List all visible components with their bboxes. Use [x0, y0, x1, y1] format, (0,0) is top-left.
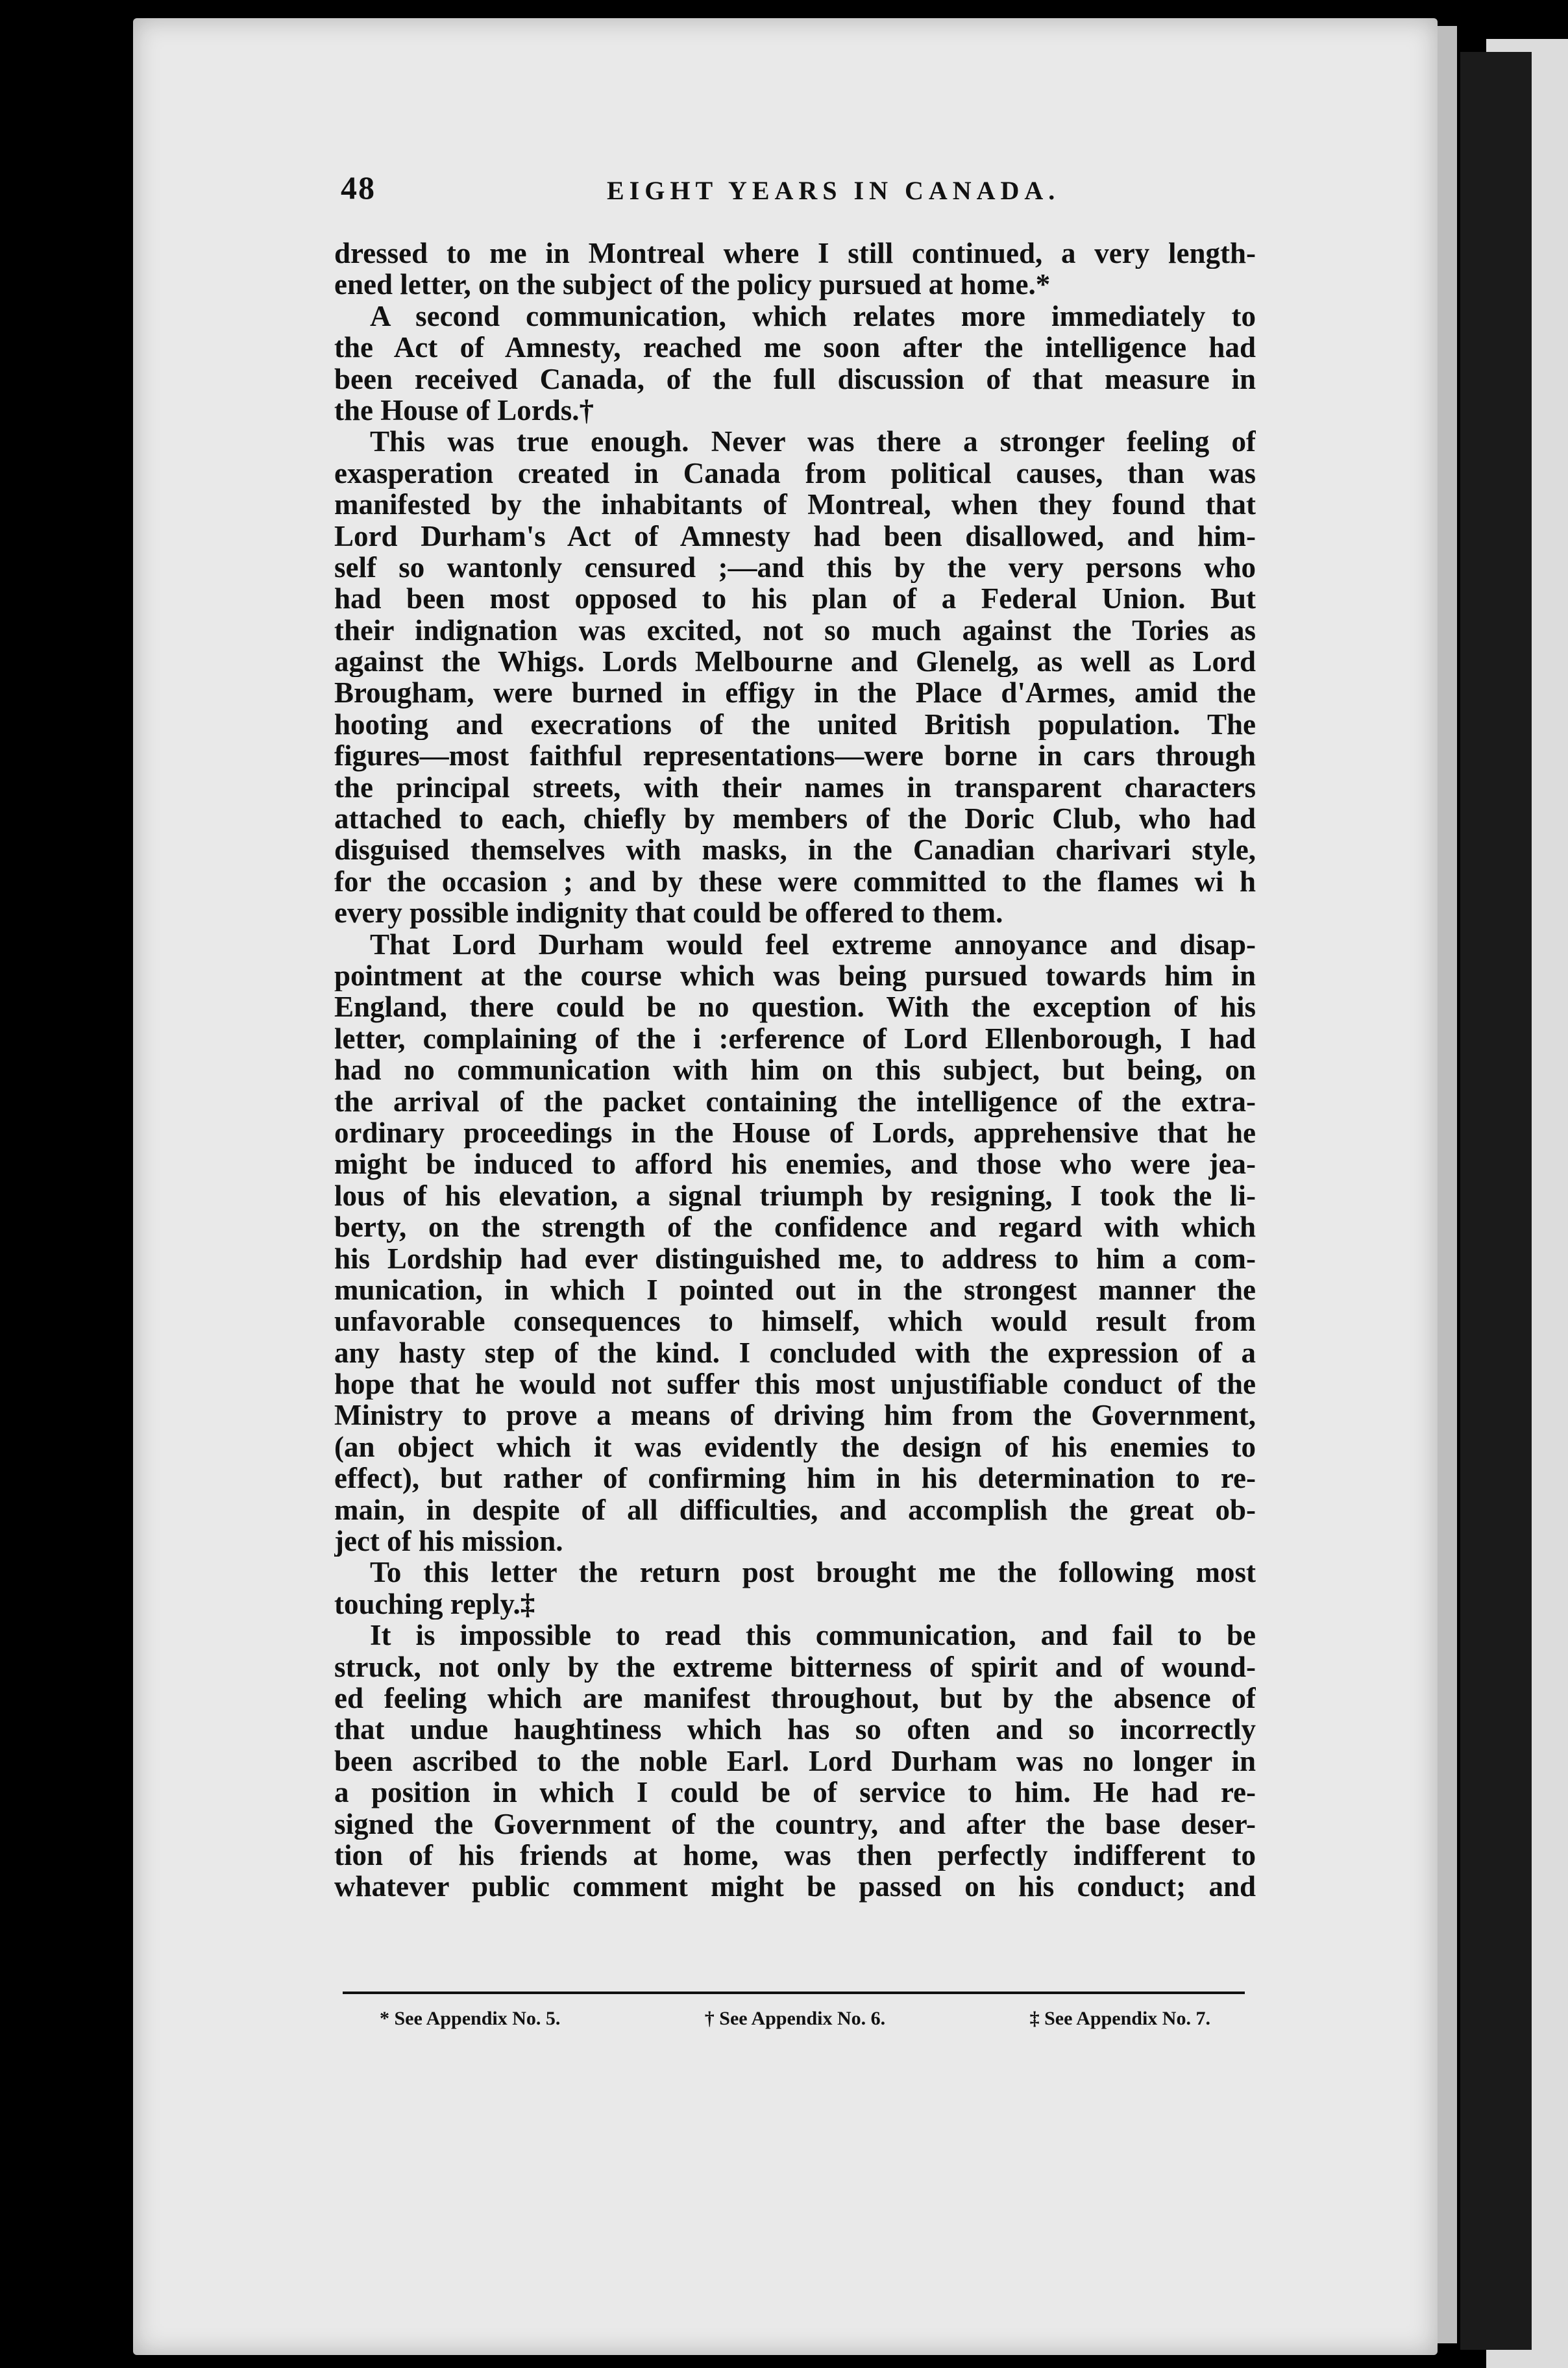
footnote-2: † See Appendix No. 6. [704, 2008, 886, 2029]
text-line: ordinary proceedings in the House of Lords, apprehensive that he [334, 1116, 1256, 1149]
text-line: exasperation created in Canada from political causes, than was [334, 457, 1256, 489]
text-line: the Act of Amnesty, reached me soon after the intelligence had [334, 332, 1256, 364]
footnote-1: * See Appendix No. 5. [380, 2008, 561, 2029]
text-line: his Lordship had ever distinguished me, to address to him a com- [334, 1242, 1256, 1274]
text-line: A second communication, which relates more immediately to [370, 300, 1256, 332]
text-line: figures—most faithful representations—were borne in cars through [334, 740, 1256, 772]
text-line: the principal streets, with their names in transparent characters [334, 771, 1256, 804]
text-line: touching reply.‡ [334, 1588, 535, 1620]
text-line: ed feeling which are manifest throughout, but by the absence of [334, 1682, 1256, 1714]
text-line: berty, on the strength of the confidence and regard with which [334, 1211, 1256, 1243]
text-line: whatever public comment might be passed on his conduct; and [334, 1871, 1256, 1903]
text-line: This was true enough. Never was there a stronger feeling of [370, 426, 1256, 458]
text-line: might be induced to afford his enemies, and those who were jea- [334, 1148, 1256, 1180]
text-line: lous of his elevation, a signal triumph by resigning, I took the li- [334, 1179, 1256, 1212]
text-line: dressed to me in Montreal where I still continued, a very length- [334, 238, 1256, 269]
text-line: ened letter, on the subject of the policy pursued at home.* [334, 269, 1051, 301]
text-line: England, there could be no question. With the exception of his [334, 991, 1256, 1023]
text-line: the House of Lords.† [334, 394, 594, 426]
text-line: Brougham, were burned in effigy in the Place d'Armes, amid the [334, 677, 1256, 709]
text-line: been ascribed to the noble Earl. Lord Durham was no longer in [334, 1745, 1256, 1777]
text-line: manifested by the inhabitants of Montreal, when they found that [334, 489, 1256, 521]
text-line: munication, in which I pointed out in the strongest manner the [334, 1274, 1256, 1306]
text-line: attached to each, chiefly by members of the Doric Club, who had [334, 803, 1256, 835]
text-line: main, in despite of all difficulties, and accomplish the great ob- [334, 1494, 1256, 1526]
running-title: EIGHT YEARS IN CANADA. [607, 176, 1060, 205]
text-line: the arrival of the packet containing the intelligence of the extra- [334, 1085, 1256, 1117]
text-line: pointment at the course which was being pursued towards him in [334, 959, 1256, 992]
text-line: hooting and execrations of the united British population. The [334, 708, 1256, 741]
text-line: their indignation was excited, not so much against the Tories as [334, 614, 1256, 647]
text-line: had no communication with him on this subject, but being, on [334, 1054, 1256, 1086]
text-line: signed the Government of the country, and after the base deser- [334, 1808, 1256, 1840]
text-line: had been most opposed to his plan of a Federal Union. But [334, 583, 1256, 615]
page-edge [1438, 26, 1457, 2343]
text-line: That Lord Durham would feel extreme annoyance and disap- [370, 928, 1256, 960]
text-line: It is impossible to read this communication, and fail to be [370, 1620, 1256, 1651]
text-line: self so wantonly censured ;—and this by the very persons who [334, 551, 1256, 584]
binding-shadow [1460, 52, 1532, 2350]
text-line: tion of his friends at home, was then perfectly indifferent to [334, 1839, 1256, 1871]
text-line: that undue haughtiness which has so often and so incorrectly [334, 1714, 1256, 1745]
text-line: ject of his mission. [334, 1525, 563, 1557]
footnote-3: ‡ See Appendix No. 7. [1029, 2008, 1210, 2029]
text-line: any hasty step of the kind. I concluded with the expression of a [334, 1337, 1256, 1369]
text-line: To this letter the return post brought me the following most [370, 1557, 1256, 1588]
text-line: struck, not only by the extreme bitterness of spirit and of wound- [334, 1651, 1256, 1683]
page-number: 48 [341, 169, 376, 206]
text-line: a position in which I could be of service to him. He had re- [334, 1777, 1256, 1808]
text-line: effect), but rather of confirming him in his determination to re- [334, 1462, 1256, 1494]
body-text [334, 238, 1256, 1903]
text-line: for the occasion ; and by these were committed to the flames wi h [334, 865, 1256, 898]
text-line: (an object which it was evidently the design of his enemies to [334, 1431, 1256, 1463]
text-line: letter, complaining of the i :erference of Lord Ellenborough, I had [334, 1022, 1256, 1055]
text-line: been received Canada, of the full discussion of that measure in [334, 363, 1256, 395]
text-line: disguised themselves with masks, in the Canadian charivari style, [334, 834, 1256, 866]
text-line: against the Whigs. Lords Melbourne and Glenelg, as well as Lord [334, 646, 1256, 678]
footnotes [380, 2008, 1210, 2030]
running-head [341, 169, 1269, 221]
text-line: hope that he would not suffer this most unjustifiable conduct of the [334, 1368, 1256, 1400]
text-line: every possible indignity that could be offered to them. [334, 897, 1003, 929]
text-line: Lord Durham's Act of Amnesty had been disallowed, and him- [334, 520, 1256, 552]
footnote-divider [343, 1992, 1245, 1994]
text-line: unfavorable consequences to himself, which would result from [334, 1305, 1256, 1337]
text-line: Ministry to prove a means of driving him from the Government, [334, 1400, 1256, 1431]
